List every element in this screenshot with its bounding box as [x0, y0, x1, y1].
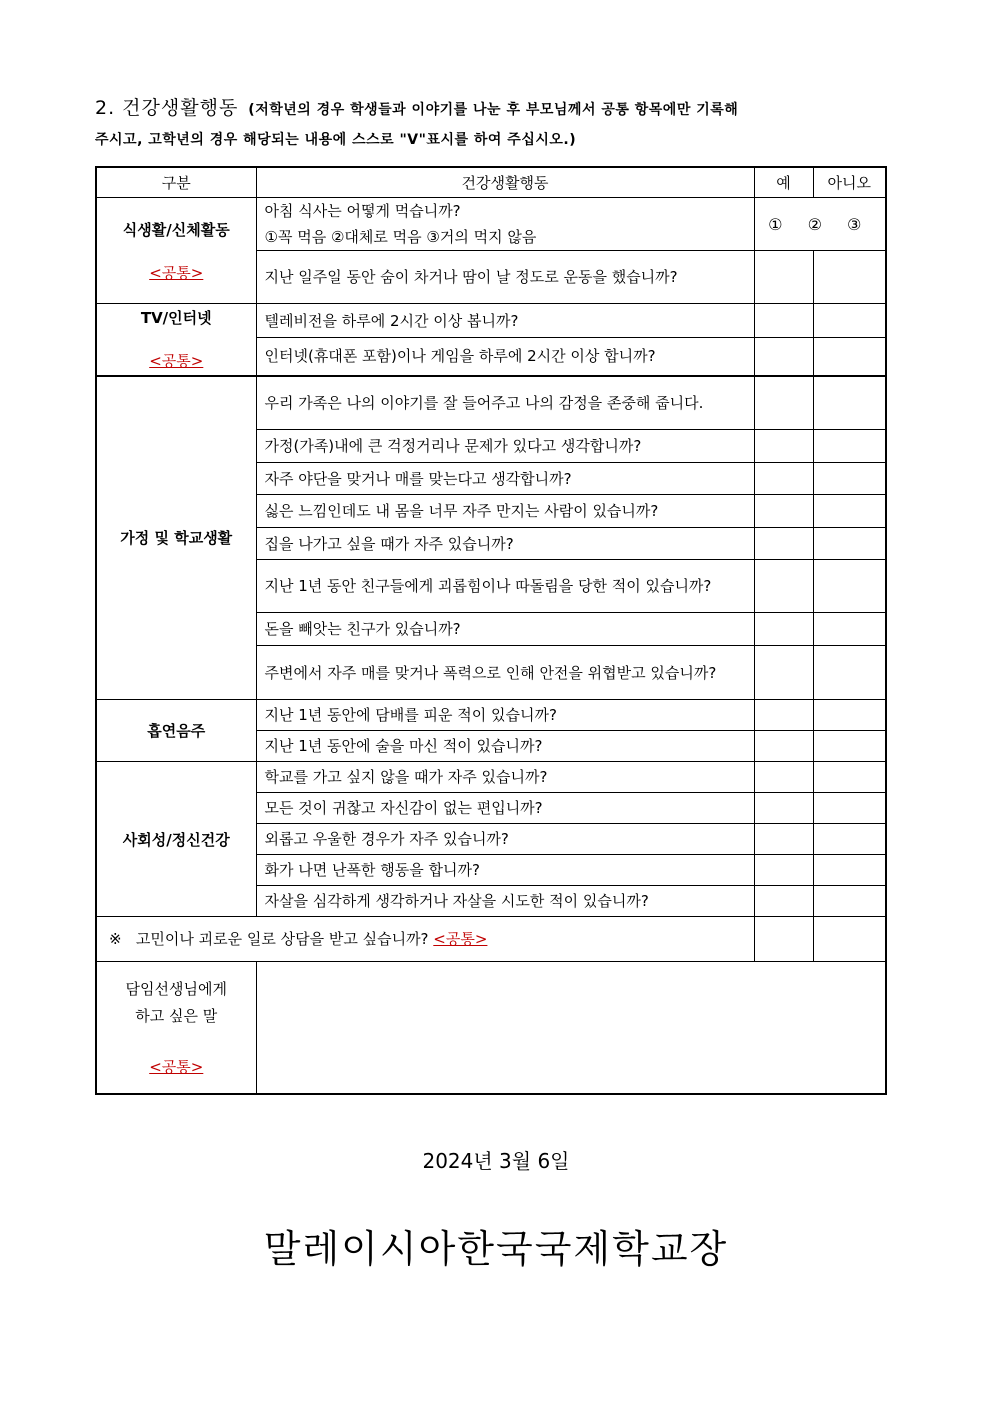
- question-text: 지난 1년 동안 친구들에게 괴롭힘이나 따돌림을 당한 적이 있습니까?: [256, 560, 754, 613]
- answer-yes-cell[interactable]: [754, 646, 813, 700]
- common-tag: <공통>: [149, 1058, 204, 1076]
- common-tag: <공통>: [149, 263, 204, 282]
- answer-options[interactable]: ① ② ③: [754, 198, 886, 251]
- question-text: 인터넷(휴대폰 포함)이나 게임을 하루에 2시간 이상 합니까?: [256, 338, 754, 376]
- reference-mark: ※: [109, 930, 122, 948]
- answer-no-cell[interactable]: [813, 338, 886, 376]
- answer-no-cell[interactable]: [813, 646, 886, 700]
- answer-no-cell[interactable]: [813, 495, 886, 528]
- answer-no-cell[interactable]: [813, 855, 886, 886]
- answer-no-cell[interactable]: [813, 731, 886, 762]
- answer-yes-cell[interactable]: [754, 495, 813, 528]
- question-text: 지난 1년 동안에 담배를 피운 적이 있습니까?: [256, 700, 754, 731]
- answer-no-cell[interactable]: [813, 560, 886, 613]
- health-behavior-table: [95, 166, 887, 1095]
- counseling-question: [96, 917, 754, 962]
- answer-yes-cell[interactable]: [754, 700, 813, 731]
- answer-no-cell[interactable]: [813, 886, 886, 917]
- question-text: 자주 야단을 맞거나 매를 맞는다고 생각합니까?: [256, 463, 754, 495]
- answer-no-cell[interactable]: [813, 463, 886, 495]
- answer-no-cell[interactable]: [813, 251, 886, 304]
- answer-yes-cell[interactable]: [754, 463, 813, 495]
- question-text: 화가 나면 난폭한 행동을 합니까?: [256, 855, 754, 886]
- question-text: 지난 1년 동안에 술을 마신 적이 있습니까?: [256, 731, 754, 762]
- section-title: 2. 건강생활행동: [95, 97, 239, 119]
- common-tag: <공통>: [149, 352, 204, 371]
- message-label: 담임선생님에게: [125, 980, 227, 998]
- category-home: 가정 및 학교생활: [96, 376, 256, 700]
- instruction-note-line2: 주시고, 고학년의 경우 해당되는 내용에 스스로 "V"표시를 하여 주십시오.): [95, 132, 577, 148]
- common-tag: <공통>: [433, 930, 488, 948]
- table-row: [96, 304, 886, 338]
- question-text: 텔레비전을 하루에 2시간 이상 봅니까?: [256, 304, 754, 338]
- category-mental: 사회성/정신건강: [96, 762, 256, 917]
- table-row: [96, 376, 886, 430]
- category-smoking: 흡연음주: [96, 700, 256, 762]
- message-label: 하고 싶은 말: [135, 1007, 218, 1025]
- answer-no-cell[interactable]: [813, 613, 886, 646]
- question-text: 집을 나가고 싶을 때가 자주 있습니까?: [256, 528, 754, 560]
- answer-no-cell[interactable]: [813, 430, 886, 463]
- answer-yes-cell[interactable]: [754, 304, 813, 338]
- category-label: TV/인터넷: [140, 309, 212, 328]
- answer-no-cell[interactable]: [813, 528, 886, 560]
- answer-no-cell[interactable]: [813, 700, 886, 731]
- answer-yes-cell[interactable]: [754, 824, 813, 855]
- question-text: 외롭고 우울한 경우가 자주 있습니까?: [256, 824, 754, 855]
- answer-yes-cell[interactable]: [754, 338, 813, 376]
- answer-no-cell[interactable]: [813, 376, 886, 430]
- category-label: 식생활/신체활동: [122, 220, 230, 239]
- question-text: 아침 식사는 어떻게 먹습니까?: [264, 202, 461, 220]
- document-date: 2024년 3월 6일: [422, 1149, 570, 1173]
- header-no: 아니오: [813, 167, 886, 198]
- answer-yes-cell[interactable]: [754, 855, 813, 886]
- answer-no-cell[interactable]: [813, 762, 886, 793]
- answer-no-cell[interactable]: [813, 917, 886, 962]
- question-text: 주변에서 자주 매를 맞거나 폭력으로 인해 안전을 위협받고 있습니까?: [256, 646, 754, 700]
- answer-yes-cell[interactable]: [754, 560, 813, 613]
- answer-yes-cell[interactable]: [754, 917, 813, 962]
- table-row: [96, 917, 886, 962]
- table-row: [96, 762, 886, 793]
- school-signature: 말레이시아한국국제학교장: [263, 1227, 729, 1271]
- answer-yes-cell[interactable]: [754, 613, 813, 646]
- header-yes: 예: [754, 167, 813, 198]
- answer-no-cell[interactable]: [813, 793, 886, 824]
- answer-yes-cell[interactable]: [754, 886, 813, 917]
- question-text: 가정(가족)내에 큰 걱정거리나 문제가 있다고 생각합니까?: [256, 430, 754, 463]
- answer-yes-cell[interactable]: [754, 731, 813, 762]
- question-text: 자살을 심각하게 생각하거나 자살을 시도한 적이 있습니까?: [256, 886, 754, 917]
- question-text: 지난 일주일 동안 숨이 차거나 땀이 날 정도로 운동을 했습니까?: [256, 251, 754, 304]
- answer-yes-cell[interactable]: [754, 528, 813, 560]
- question-cell: [256, 198, 754, 251]
- message-label-cell: [96, 962, 256, 1094]
- question-text: 모든 것이 귀찮고 자신감이 없는 편입니까?: [256, 793, 754, 824]
- question-text: 학교를 가고 싶지 않을 때가 자주 있습니까?: [256, 762, 754, 793]
- question-text: 우리 가족은 나의 이야기를 잘 들어주고 나의 감정을 존중해 줍니다.: [256, 376, 754, 430]
- answer-yes-cell[interactable]: [754, 376, 813, 430]
- table-row: [96, 962, 886, 1094]
- question-text: 싫은 느낌인데도 내 몸을 너무 자주 만지는 사람이 있습니까?: [256, 495, 754, 528]
- answer-yes-cell[interactable]: [754, 251, 813, 304]
- answer-no-cell[interactable]: [813, 824, 886, 855]
- category-diet: [96, 198, 256, 304]
- header-category: 구분: [96, 167, 256, 198]
- answer-yes-cell[interactable]: [754, 793, 813, 824]
- header-row: [96, 167, 886, 198]
- message-input-area[interactable]: [256, 962, 886, 1094]
- instruction-note-line1: (저학년의 경우 학생들과 이야기를 나눈 후 부모님께서 공통 항목에만 기록해: [248, 102, 739, 118]
- answer-yes-cell[interactable]: [754, 430, 813, 463]
- header-behavior: 건강생활행동: [256, 167, 754, 198]
- category-tv: [96, 304, 256, 376]
- table-row: [96, 700, 886, 731]
- question-options: ①꼭 먹음 ②대체로 먹음 ③거의 먹지 않음: [264, 228, 537, 246]
- table-row: [96, 198, 886, 251]
- section-heading: [95, 94, 895, 152]
- answer-yes-cell[interactable]: [754, 762, 813, 793]
- question-text: 고민이나 괴로운 일로 상담을 받고 싶습니까?: [135, 930, 429, 948]
- answer-no-cell[interactable]: [813, 304, 886, 338]
- question-text: 돈을 빼앗는 친구가 있습니까?: [256, 613, 754, 646]
